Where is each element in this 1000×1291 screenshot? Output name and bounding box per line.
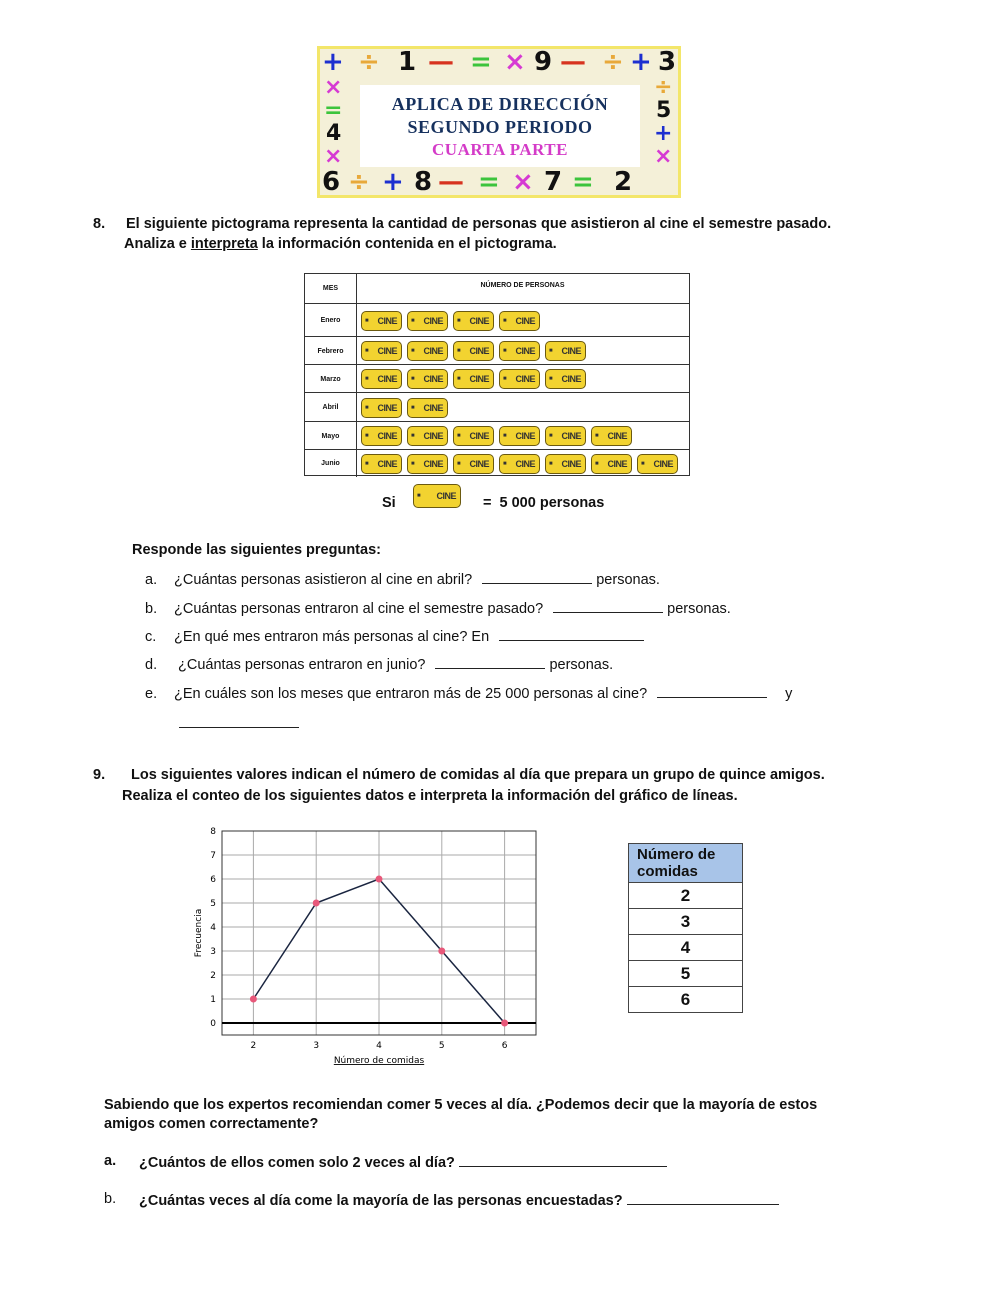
digit-two-icon: 2 <box>614 167 633 197</box>
ticket-icon: ■ CINE <box>591 454 632 474</box>
meals-value: 2 <box>629 883 743 909</box>
question-a-9: ¿Cuántos de ellos comen solo 2 veces al día? <box>139 1153 671 1171</box>
ticket-group <box>361 450 678 477</box>
header-month: MES <box>305 274 357 303</box>
ticket-icon: ■ CINE <box>361 369 402 389</box>
question-suffix: personas. <box>667 601 731 617</box>
question-letter: b. <box>145 601 158 617</box>
question-text: ¿Cuántas personas entraron al cine el semestre pasado? <box>174 601 544 617</box>
q8-line2 <box>124 236 557 252</box>
digit-six-icon: 6 <box>322 167 341 197</box>
ticket-icon: ■ CINE <box>545 341 586 361</box>
ticket-icon: ■ CINE <box>361 311 402 331</box>
answer-9b[interactable] <box>627 1191 779 1205</box>
ticket-icon: ■ CINE <box>413 484 461 508</box>
data-point <box>250 996 257 1003</box>
x-tick-label: 3 <box>313 1041 320 1051</box>
x-tick-label: 5 <box>438 1041 445 1051</box>
digit-four-icon: 4 <box>326 121 342 146</box>
plus-icon: + <box>654 121 673 146</box>
question-suffix: personas. <box>596 572 660 588</box>
minus-icon: — <box>438 167 464 197</box>
ticket-group <box>361 365 586 393</box>
pictogram-table <box>304 273 690 476</box>
question-letter: d. <box>145 657 158 673</box>
ticket-icon: ■ CINE <box>499 426 540 446</box>
minus-icon: — <box>560 47 586 77</box>
answer-blank[interactable] <box>435 655 545 669</box>
ticket-icon: ■ CINE <box>361 454 402 474</box>
pictogram-row <box>305 336 689 365</box>
pictogram-row <box>305 449 689 477</box>
answer-9a[interactable] <box>459 1153 667 1167</box>
ticket-icon: ■ CINE <box>545 369 586 389</box>
data-point <box>313 900 320 907</box>
q8-number: 8. <box>93 216 106 232</box>
frequency-table <box>628 843 743 1013</box>
meals-value: 3 <box>629 909 743 935</box>
answer-e-2[interactable] <box>179 714 299 728</box>
ticket-icon: ■ CINE <box>407 311 448 331</box>
q8-line2-post: la información contenida en el pictograma. <box>257 236 557 252</box>
question-text: ¿En qué mes entraron más personas al cine? En <box>174 629 490 645</box>
meals-value: 5 <box>629 961 743 987</box>
digit-nine-icon: 9 <box>534 47 553 77</box>
ticket-icon: ■ CINE <box>361 426 402 446</box>
meals-value: 4 <box>629 935 743 961</box>
equals-icon: = <box>470 47 492 77</box>
ticket-icon: ■ CINE <box>591 426 632 446</box>
equals-icon: = <box>324 98 343 123</box>
banner-line-2: SEGUNDO PERIODO <box>407 117 593 137</box>
plus-icon: + <box>382 167 404 197</box>
table-row <box>629 961 743 987</box>
ticket-icon: ■ CINE <box>499 311 540 331</box>
pictogram-row <box>305 421 689 450</box>
question-b-9: ¿Cuántas veces al día come la mayoría de las personas encuestadas? <box>139 1191 783 1209</box>
question-text: ¿Cuántas personas entraron en junio? <box>178 657 426 673</box>
q9-number: 9. <box>93 767 106 783</box>
times-icon: × <box>512 167 534 197</box>
x-axis-label: Número de comidas <box>333 1056 425 1066</box>
ticket-icon: ■ CINE <box>499 454 540 474</box>
pictogram-row <box>305 303 689 337</box>
x-tick-label: 2 <box>250 1041 257 1051</box>
y-tick-label: 0 <box>210 1019 216 1029</box>
question-item <box>145 599 731 617</box>
ticket-icon: ■ CINE <box>637 454 678 474</box>
ticket-icon: ■ CINE <box>407 426 448 446</box>
closing-text-2: amigos comen correctamente? <box>104 1116 319 1132</box>
plus-icon: + <box>630 47 652 77</box>
legend-si: Si <box>382 495 396 511</box>
legend-value: = 5 000 personas <box>483 495 605 511</box>
y-tick-label: 1 <box>210 995 216 1005</box>
digit-one-icon: 1 <box>398 47 417 77</box>
question-b-letter: b. <box>104 1191 117 1207</box>
table-row <box>629 987 743 1013</box>
answer-blank[interactable] <box>482 570 592 584</box>
question-suffix: y <box>785 686 793 702</box>
table-row <box>629 883 743 909</box>
equals-icon: = <box>478 167 500 197</box>
question-text: ¿En cuáles son los meses que entraron más de 25 000 personas al cine? <box>174 686 648 702</box>
header-count: NÚMERO DE PERSONAS <box>480 282 565 289</box>
ticket-icon: ■ CINE <box>407 454 448 474</box>
ticket-icon: ■ CINE <box>453 426 494 446</box>
answer-blank[interactable] <box>499 627 644 641</box>
times-icon: × <box>654 144 673 169</box>
question-item <box>145 655 613 673</box>
closing-text-1: Sabiendo que los expertos recomiendan comer 5 veces al día. ¿Podemos decir que la mayoría de estos <box>104 1097 818 1113</box>
divide-icon: ÷ <box>348 167 370 197</box>
ticket-icon: ■ CINE <box>499 369 540 389</box>
pictogram-row <box>305 364 689 393</box>
questions-title: Responde las siguientes preguntas: <box>132 542 381 558</box>
answer-blank[interactable] <box>553 599 663 613</box>
divide-icon: ÷ <box>654 75 673 100</box>
y-tick-label: 4 <box>210 923 216 933</box>
answer-blank[interactable] <box>657 684 767 698</box>
ticket-icon: ■ CINE <box>361 341 402 361</box>
month-label: Marzo <box>305 365 357 393</box>
divide-icon: ÷ <box>358 47 380 77</box>
table-header: Número de comidas <box>629 844 743 883</box>
y-tick-label: 3 <box>210 947 216 957</box>
ticket-group <box>361 304 540 337</box>
question-letter: e. <box>145 686 158 702</box>
y-tick-label: 6 <box>210 875 216 885</box>
ticket-icon: ■ CINE <box>407 398 448 418</box>
month-label: Abril <box>305 393 357 422</box>
banner-line-1: APLICA DE DIRECCIÓN <box>391 94 609 114</box>
banner-inner <box>360 85 640 167</box>
pictogram-header <box>305 274 689 303</box>
question-letter: c. <box>145 629 157 645</box>
ticket-icon: ■ CINE <box>453 369 494 389</box>
table-row <box>629 935 743 961</box>
y-tick-label: 8 <box>210 827 216 837</box>
question-suffix: personas. <box>549 657 614 673</box>
ticket-icon: ■ CINE <box>361 398 402 418</box>
minus-icon: — <box>428 47 454 77</box>
x-tick-label: 4 <box>376 1041 382 1051</box>
digit-seven-icon: 7 <box>544 167 563 197</box>
meals-value: 6 <box>629 987 743 1013</box>
question-letter: a. <box>145 572 158 588</box>
question-item <box>145 684 792 702</box>
month-label: Enero <box>305 304 357 337</box>
data-point <box>438 948 445 955</box>
month-label: Febrero <box>305 337 357 365</box>
q9-text: Los siguientes valores indican el número de comidas al día que prepara un grupo de quince amigos. <box>131 767 825 783</box>
ticket-group <box>361 337 586 365</box>
ticket-icon: ■ CINE <box>453 311 494 331</box>
y-axis-label: Frecuencia <box>194 908 204 958</box>
ticket-group <box>361 393 448 422</box>
times-icon: × <box>324 144 343 169</box>
ticket-icon: ■ CINE <box>453 341 494 361</box>
data-point <box>376 876 383 883</box>
banner-line-3: CUARTA PARTE <box>432 140 568 159</box>
data-point <box>501 1020 508 1027</box>
times-icon: × <box>504 47 526 77</box>
q9-line2: Realiza el conteo de los siguientes datos e interpreta la información del gráfico de líneas. <box>122 788 738 804</box>
y-tick-label: 5 <box>210 899 216 909</box>
digit-eight-icon: 8 <box>414 167 433 197</box>
q8-interpreta: interpreta <box>190 236 258 252</box>
question-text: ¿Cuántas personas asistieron al cine en abril? <box>174 572 473 588</box>
ticket-icon: ■ CINE <box>407 341 448 361</box>
times-icon: × <box>324 75 343 100</box>
y-tick-label: 7 <box>210 851 216 861</box>
q8-text: El siguiente pictograma representa la cantidad de personas que asistieron al cine el semestre pasado. <box>126 216 832 232</box>
ticket-icon: ■ CINE <box>545 426 586 446</box>
ticket-icon: ■ CINE <box>545 454 586 474</box>
question-a-letter: a. <box>104 1153 117 1169</box>
ticket-icon: ■ CINE <box>499 341 540 361</box>
plus-icon: + <box>322 47 344 77</box>
question-item <box>145 570 660 588</box>
digit-five-icon: 5 <box>656 98 672 123</box>
ticket-icon: ■ CINE <box>453 454 494 474</box>
equals-icon: = <box>572 167 594 197</box>
month-label: Mayo <box>305 422 357 450</box>
q8-line2-pre: Analiza e <box>124 236 191 252</box>
title-banner <box>317 46 681 198</box>
y-tick-label: 2 <box>210 971 216 981</box>
ticket-icon: ■ CINE <box>407 369 448 389</box>
digit-three-icon: 3 <box>658 47 677 77</box>
month-label: Junio <box>305 450 357 477</box>
ticket-group <box>361 422 632 450</box>
table-row <box>629 909 743 935</box>
divide-icon: ÷ <box>602 47 624 77</box>
pictogram-row <box>305 392 689 422</box>
x-tick-label: 6 <box>501 1041 508 1051</box>
line-chart <box>190 820 550 1070</box>
question-item <box>145 627 648 645</box>
